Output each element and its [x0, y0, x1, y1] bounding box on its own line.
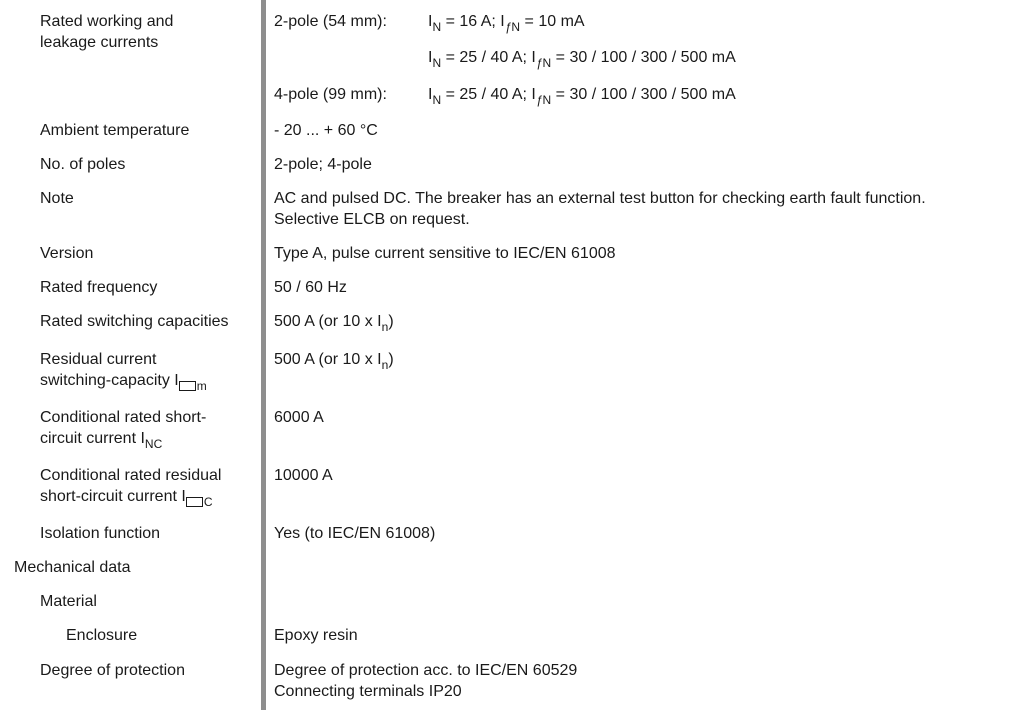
ambient-value: - 20 ... + 60 °C	[274, 122, 378, 139]
residual-value: 500 A (or 10 x $I_n$)	[274, 351, 394, 372]
cond-short-value: 6000 A	[274, 409, 324, 426]
four-pole-formula: $I_N = 25 / 40$ A; $I_{ƒN} = 30 / 100 / 300 / 500$ mA	[428, 86, 736, 107]
poles-label: No. of poles	[40, 156, 126, 173]
switching-value: 500 A (or 10 x $I_n$)	[274, 313, 394, 334]
rated-currents-label: Rated working and leakage currents	[40, 13, 174, 51]
two-pole-formula-2: $I_N = 25 / 40$ A; $I_{ƒN} = 30 / 100 / 300 / 500$ mA	[428, 49, 736, 70]
two-pole-label: 2-pole (54 mm):	[274, 13, 387, 30]
delta-box-icon	[179, 381, 196, 391]
material-label: Material	[40, 593, 97, 610]
poles-value: 2-pole; 4-pole	[274, 156, 372, 173]
protection-value: Degree of protection acc. to IEC/EN 60529 Connecting terminals IP20	[274, 662, 578, 700]
isolation-value: Yes (to IEC/EN 61008)	[274, 525, 436, 542]
mechanical-heading: Mechanical data	[14, 559, 131, 576]
cond-short-label: Conditional rated short- circuit current $I_{NC}$	[40, 409, 207, 451]
enclosure-label: Enclosure	[66, 627, 138, 644]
enclosure-value: Epoxy resin	[274, 627, 358, 644]
frequency-label: Rated frequency	[40, 279, 158, 296]
ambient-label: Ambient temperature	[40, 122, 190, 139]
column-divider	[261, 0, 266, 710]
version-value: Type A, pulse current sensitive to IEC/EN 61008	[274, 245, 616, 262]
delta-box-icon	[186, 497, 203, 507]
frequency-value: 50 / 60 Hz	[274, 279, 347, 296]
cond-residual-label: Conditional rated residual short-circuit current I $_C$	[40, 467, 222, 509]
switching-label: Rated switching capacities	[40, 313, 229, 330]
note-value: AC and pulsed DC. The breaker has an external test button for checking earth fault function. Selective ELCB on request.	[274, 190, 926, 228]
isolation-label: Isolation function	[40, 525, 161, 542]
residual-label: Residual current switching-capacity I $_m$	[40, 351, 207, 393]
version-label: Version	[40, 245, 94, 262]
note-label: Note	[40, 190, 74, 207]
two-pole-formula-1: $I_N = 16$ A; $I_{ƒN} = 10$ mA	[428, 13, 585, 34]
cond-residual-value: 10000 A	[274, 467, 333, 484]
protection-label: Degree of protection	[40, 662, 185, 679]
four-pole-label: 4-pole (99 mm):	[274, 86, 387, 103]
